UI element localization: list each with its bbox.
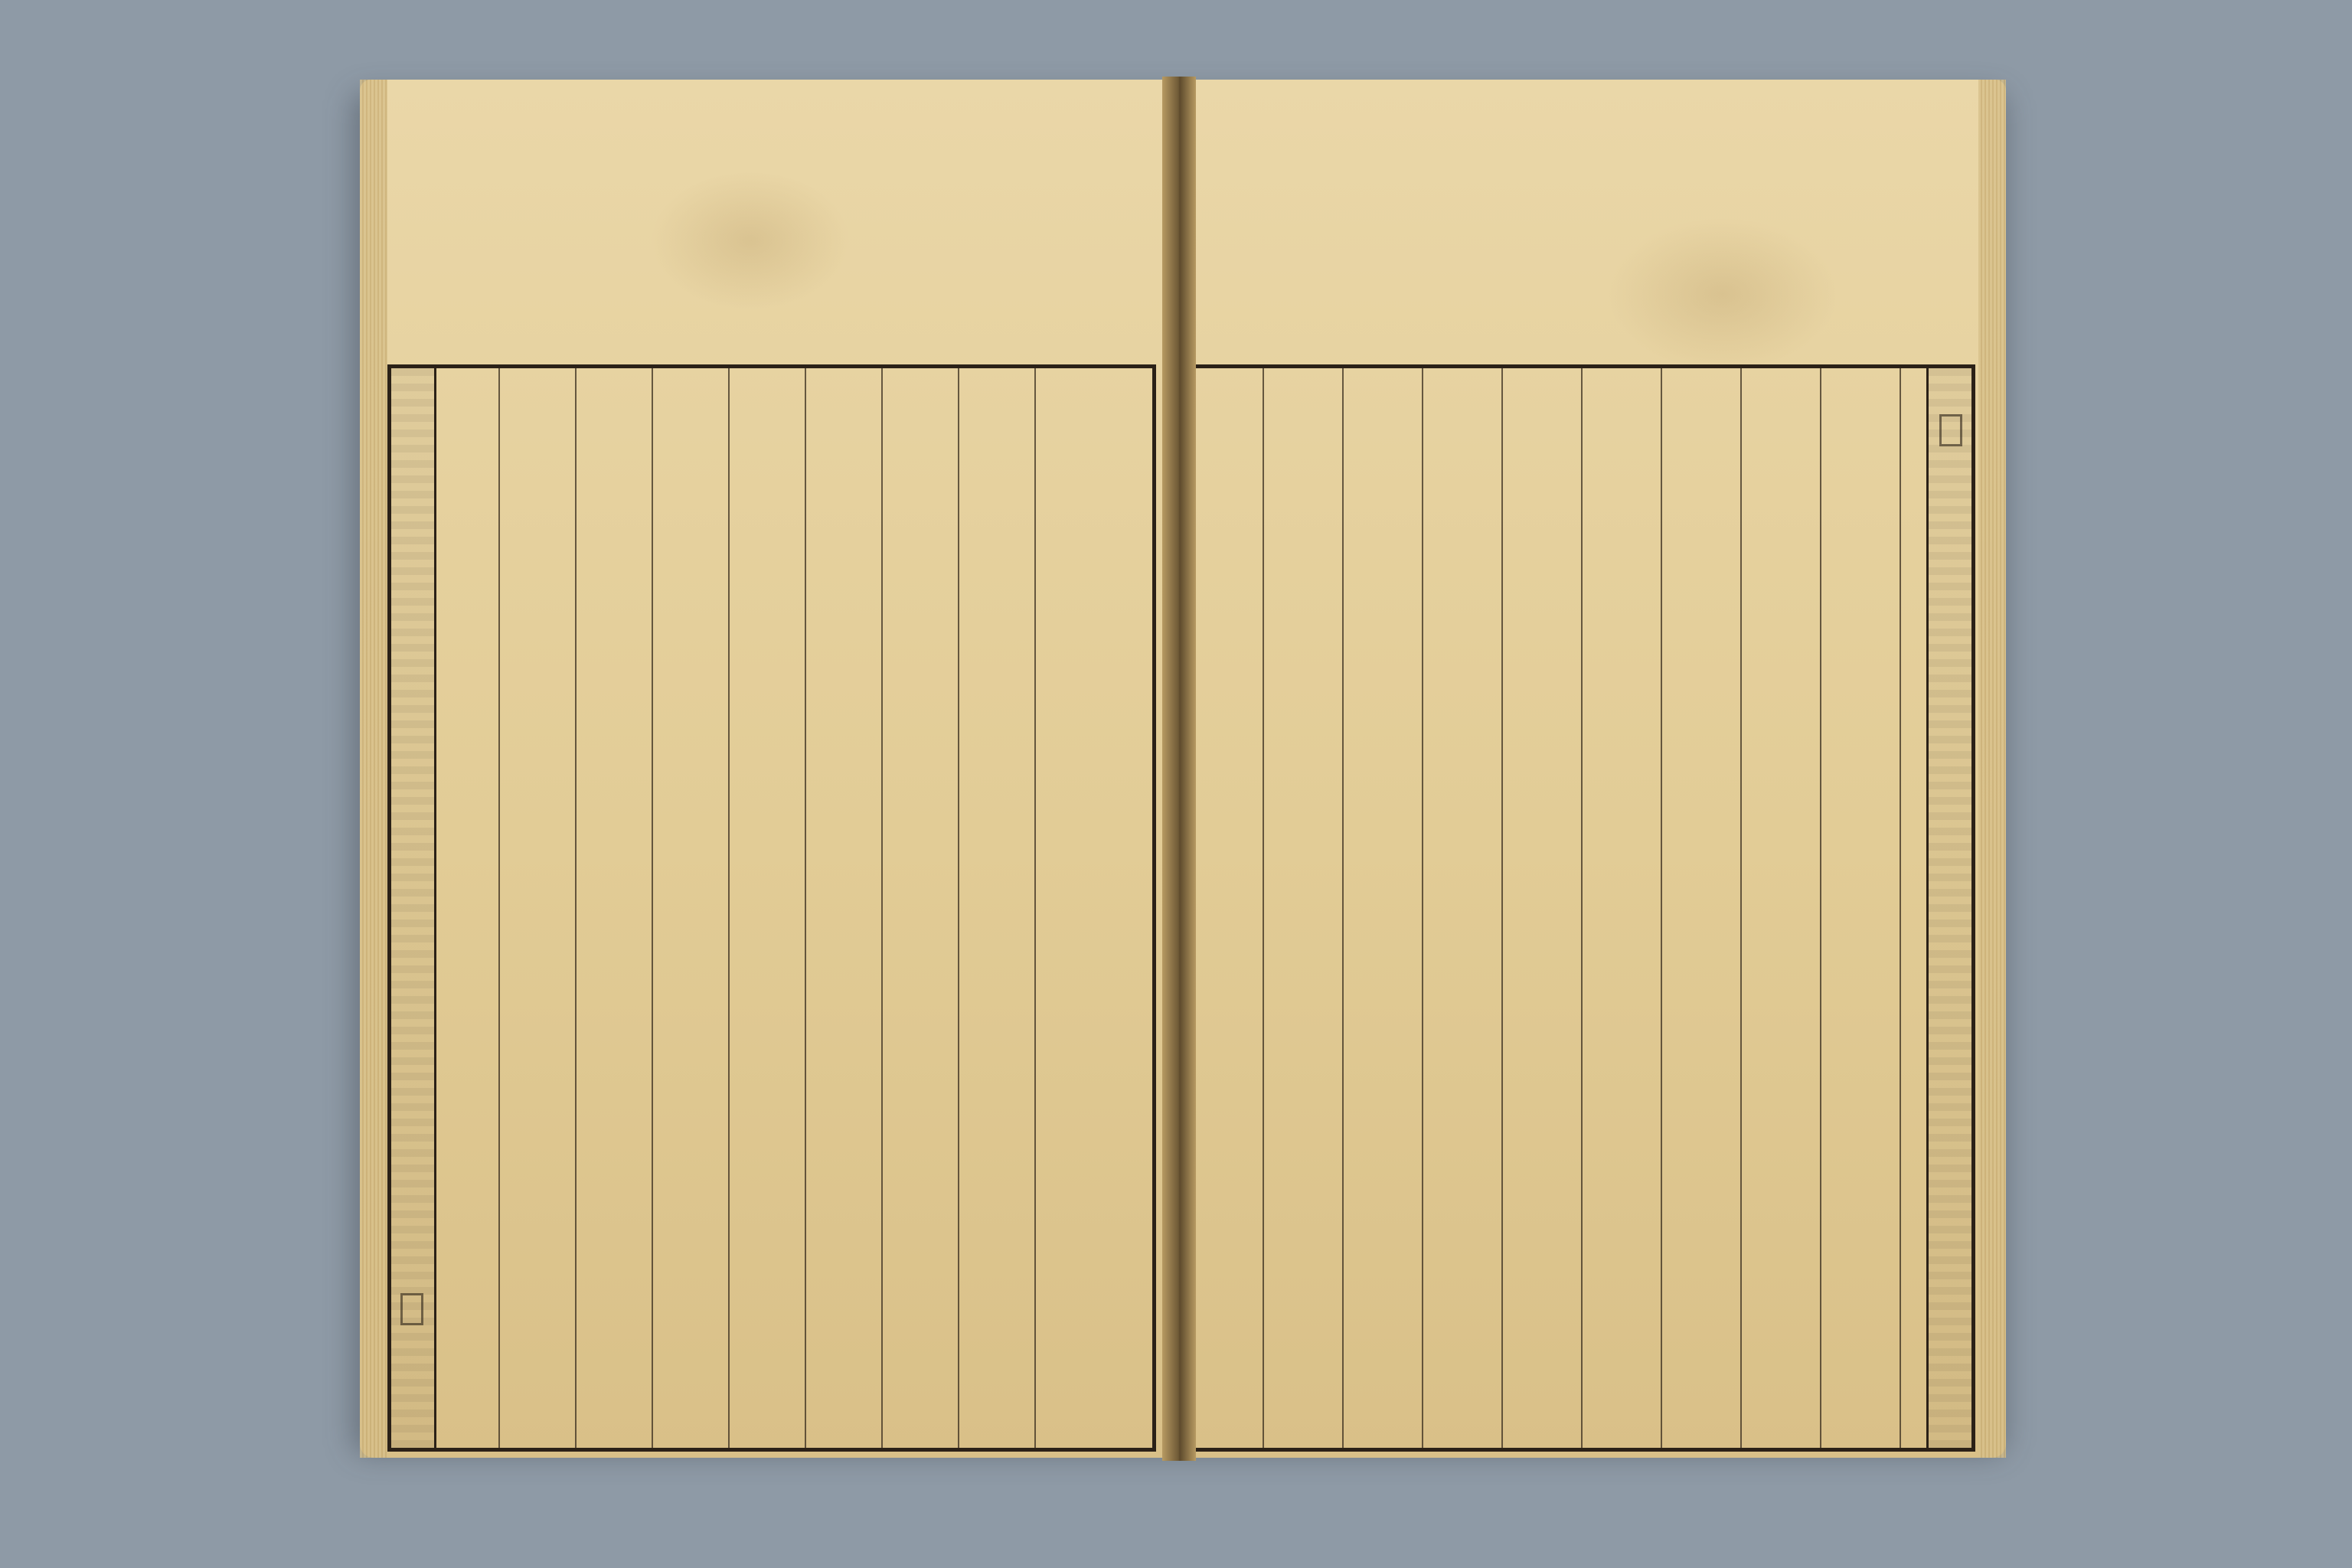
right-folio-mark: [1939, 414, 1962, 446]
paper-stain: [651, 172, 850, 309]
column-rule: [498, 368, 500, 1448]
column-rule: [1820, 368, 1821, 1448]
right-page-edge: [1978, 80, 2006, 1458]
right-banner: [1926, 368, 1971, 1448]
paper-stain: [1608, 217, 1838, 371]
left-text-frame: [387, 364, 1156, 1452]
column-rule: [575, 368, 577, 1448]
column-rule: [958, 368, 959, 1448]
column-rule: [805, 368, 806, 1448]
left-banner: [391, 368, 436, 1448]
column-rule: [1900, 368, 1901, 1448]
left-folio-mark: [400, 1293, 423, 1325]
column-rule: [1342, 368, 1344, 1448]
column-rule: [1661, 368, 1662, 1448]
right-text-frame: [1179, 364, 1975, 1452]
column-rule: [1034, 368, 1036, 1448]
column-rule: [652, 368, 653, 1448]
column-rule: [1740, 368, 1742, 1448]
column-rule: [881, 368, 883, 1448]
left-page-edge: [360, 80, 387, 1458]
right-page: [1179, 80, 2006, 1458]
column-rule: [1581, 368, 1583, 1448]
column-rule: [1263, 368, 1264, 1448]
left-page: [360, 80, 1171, 1458]
column-rule: [1501, 368, 1503, 1448]
book-spine: [1162, 77, 1196, 1461]
column-rule: [728, 368, 730, 1448]
column-rule: [1422, 368, 1423, 1448]
